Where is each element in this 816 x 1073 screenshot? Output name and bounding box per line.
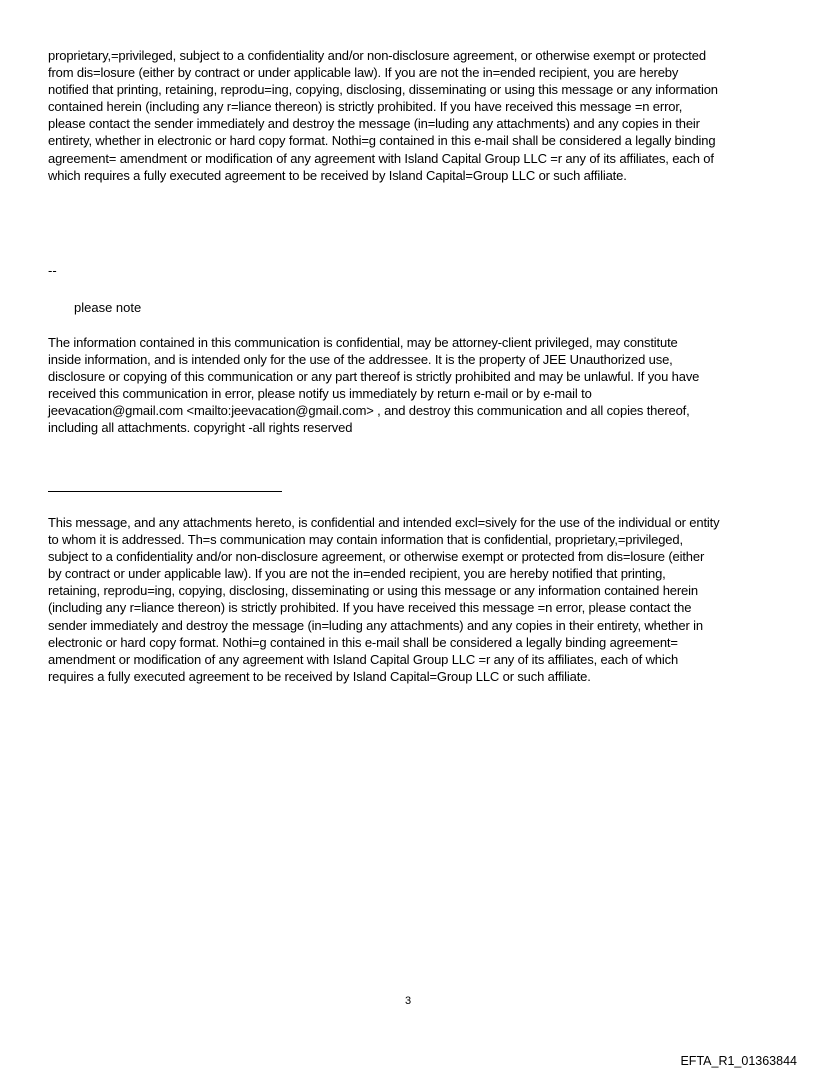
text-line: notified that printing, retaining, reprodu=ing, copying, disclosing, disseminating or using this message or any information (48, 82, 718, 98)
text-line: agreement= amendment or modification of any agreement with Island Capital Group LLC =r any of its affiliates, each of (48, 150, 714, 166)
text-line: please contact the sender immediately and destroy the message (in=luding any attachments) and any copies in their (48, 116, 700, 132)
text-line: disclosure or copying of this communication or any part thereof is strictly prohibited and may be unlawful. If you have (48, 369, 700, 385)
text-line: electronic or hard copy format. Nothi=g contained in this e-mail shall be considered a legally binding agreement= (48, 634, 678, 650)
page-number: 3 (404, 995, 412, 1007)
jee-confidentiality-notice (48, 334, 776, 437)
horizontal-rule (48, 491, 282, 492)
text-line: by contract or under applicable law). If you are not the in=ended recipient, you are hereby notified that printing, (48, 566, 666, 582)
text-line: including all attachments. copyright -all rights reserved (48, 420, 353, 436)
signature-separator: -- (48, 263, 57, 278)
text-line: sender immediately and destroy the message (in=luding any attachments) and any copies in their entirety, whether in (48, 617, 703, 633)
text-line: inside information, and is intended only for the use of the addressee. It is the property of JEE Unauthorized use, (48, 352, 673, 368)
text-line: proprietary,=privileged, subject to a confidentiality and/or non-disclosure agreement, or otherwise exempt or protected (48, 48, 706, 63)
text-line: received this communication in error, please notify us immediately by return e-mail or by e-mail to (48, 386, 592, 402)
text-line: contained herein (including any r=liance thereon) is strictly prohibited. If you have received this message =n error, (48, 99, 683, 115)
text-line: retaining, reprodu=ing, copying, disclosing, disseminating or using this message or any information contained herein (48, 583, 698, 599)
text-line: to whom it is addressed. Th=s communication may contain information that is confidential, proprietary,=privileged, (48, 532, 683, 548)
text-line: This message, and any attachments hereto, is confidential and intended excl=sively for the use of the individual or entity (48, 515, 720, 530)
text-line: requires a fully executed agreement to be received by Island Capital=Group LLC or such affiliate. (48, 668, 591, 684)
text-line: entirety, whether in electronic or hard copy format. Nothi=g contained in this e-mail shall be considered a legally binding (48, 133, 716, 149)
text-line: jeevacation@gmail.com <mailto:jeevacation@gmail.com> , and destroy this communication and all copies thereof, (48, 403, 690, 419)
disclaimer-paragraph-bottom (48, 514, 776, 685)
note-label: please note (74, 300, 142, 315)
text-line: subject to a confidentiality and/or non-disclosure agreement, or otherwise exempt or protected from dis=losure (either (48, 549, 705, 565)
text-line: (including any r=liance thereon) is strictly prohibited. If you have received this message =n error, please contact the (48, 600, 692, 616)
disclaimer-paragraph-top (48, 47, 776, 184)
text-line: amendment or modification of any agreement with Island Capital Group LLC =r any of its affiliates, each of which (48, 651, 679, 667)
text-line: The information contained in this communication is confidential, may be attorney-client privileged, may constitute (48, 335, 678, 350)
text-line: which requires a fully executed agreement to be received by Island Capital=Group LLC or such affiliate. (48, 167, 627, 183)
document-id: EFTA_R1_01363844 (680, 1054, 797, 1068)
text-line: from dis=losure (either by contract or under applicable law). If you are not the in=ended recipient, you are hereby (48, 65, 679, 81)
